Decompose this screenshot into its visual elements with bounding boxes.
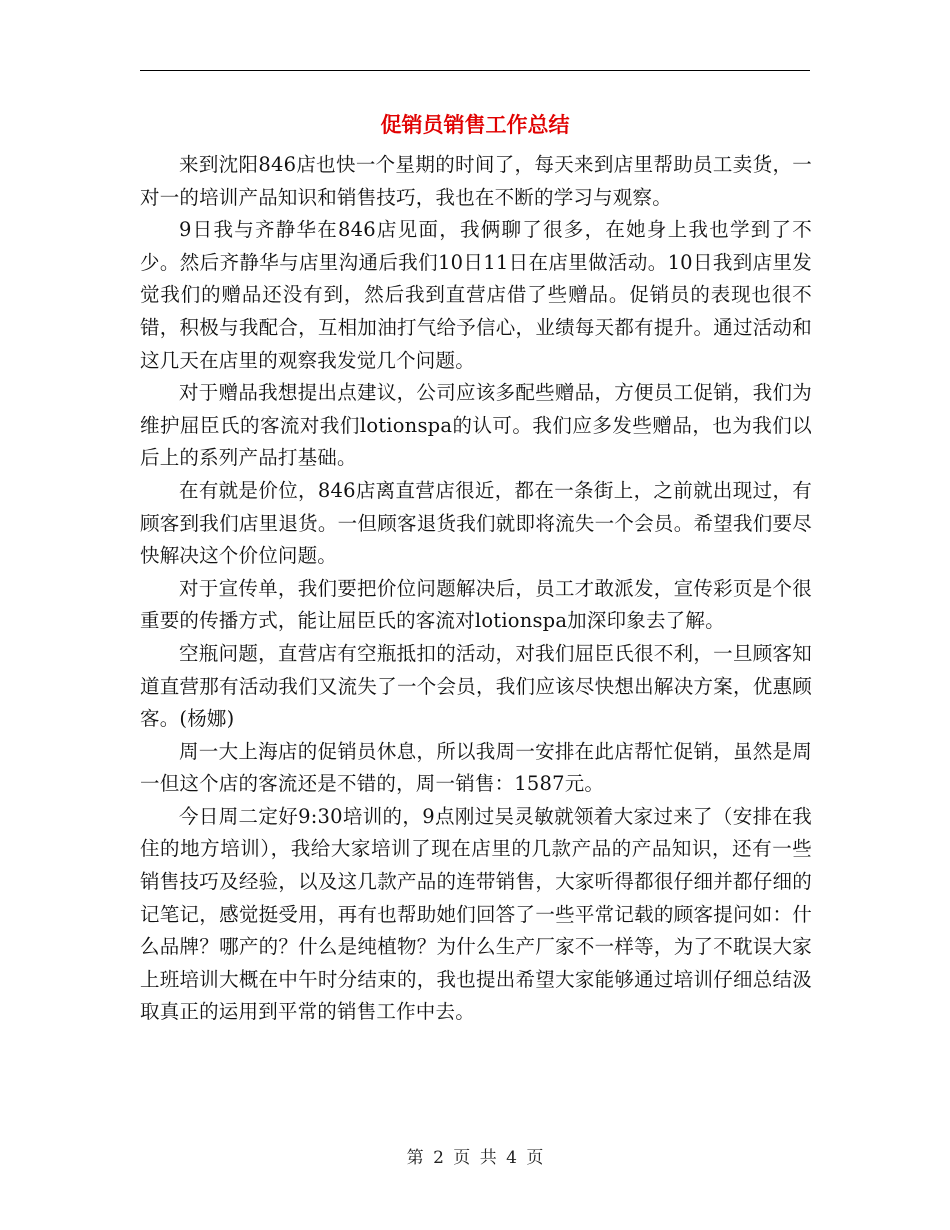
document-body xyxy=(140,149,812,1029)
paragraph-7: 周一大上海店的促销员休息，所以我周一安排在此店帮忙促销，虽然是周一但这个店的客流还是不错的，周一销售：1587元。 xyxy=(140,739,812,796)
paragraph-1: 来到沈阳846店也快一个星期的时间了，每天来到店里帮助员工卖货，一对一的培训产品知识和销售技巧，我也在不断的学习与观察。 xyxy=(140,153,812,209)
paragraph-4: 在有就是价位，846店离直营店很近，都在一条街上，之前就出现过，有顾客到我们店里退货。一但顾客退货我们就即将流失一个会员。希望我们要尽快解决这个价位问题。 xyxy=(140,478,812,568)
paragraph-3: 对于赠品我想提出点建议，公司应该多配些赠品，方便员工促销，我们为维护屈臣氏的客流对我们lotionspa的认可。我们应多发些赠品，也为我们以后上的系列产品打基础。 xyxy=(140,381,812,470)
paragraph-8: 今日周二定好9:30培训的，9点刚过吴灵敏就领着大家过来了（安排在我住的地方培训），我给大家培训了现在店里的几款产品的产品知识，还有一些销售技巧及经验，以及这几款产品的连带销售，大家听得都很仔细并都仔细的记笔记，感觉挺受用，再有也帮助她们回答了一些平常记载的顾客提问如：什么品牌？哪产的？什么是纯植物？为什么生产厂家不一样等，为了不耽误大家上班培训大概在中午时分结束的，我也提出希望大家能够通过培训仔细总结汲取真正的运用到平常的销售工作中去。 xyxy=(140,804,812,1024)
page-number-footer: 第 2 页 共 4 页 xyxy=(406,1148,544,1168)
paragraph-5: 对于宣传单，我们要把价位问题解决后，员工才敢派发，宣传彩页是个很重要的传播方式，能让屈臣氏的客流对lotionspa加深印象去了解。 xyxy=(140,576,812,633)
paragraph-2: 9日我与齐静华在846店见面，我俩聊了很多，在她身上我也学到了不少。然后齐静华与店里沟通后我们10日11日在店里做活动。10日我到店里发觉我们的赠品还没有到，然后我到直营店借了些赠品。促销员的表现也很不错，积极与我配合，互相加油打气给予信心，业绩每天都有提升。通过活动和这几天在店里的观察我发觉几个问题。 xyxy=(140,218,812,372)
document-title: 促销员销售工作总结 xyxy=(380,112,570,137)
header-rule xyxy=(140,70,810,71)
paragraph-6: 空瓶问题，直营店有空瓶抵扣的活动，对我们屈臣氏很不利，一旦顾客知道直营那有活动我们又流失了一个会员，我们应该尽快想出解决方案，优惠顾客。(杨娜) xyxy=(140,641,812,731)
